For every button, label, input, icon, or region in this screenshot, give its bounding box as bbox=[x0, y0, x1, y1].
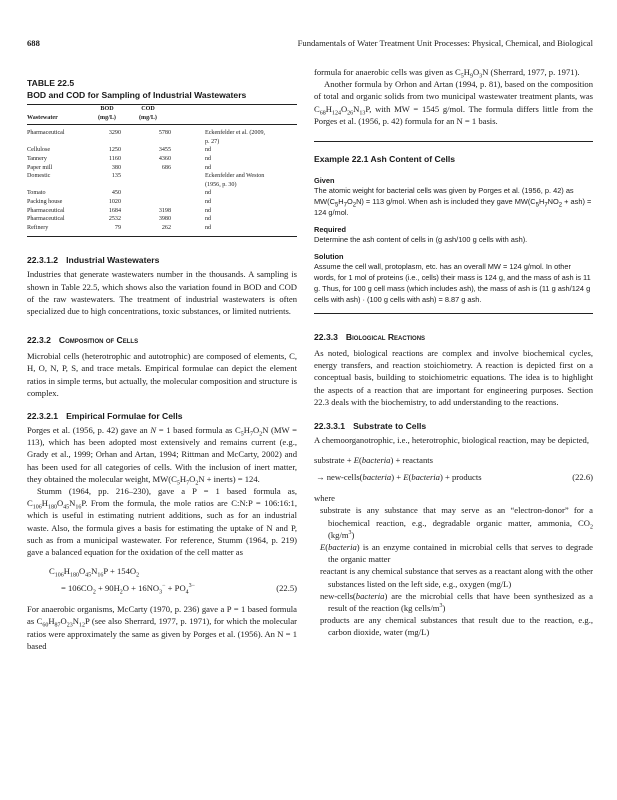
running-title: Fundamentals of Water Treatment Unit Processes: Physical, Chemical, and Biological bbox=[297, 38, 593, 48]
paragraph-anaerobic-formula: formula for anaerobic cells was given as $C_5H_9O_3N$ (Sherrard, 1977, p. 1971). bbox=[314, 67, 580, 80]
example-solution-heading: Solution bbox=[314, 252, 344, 262]
reaction-22-6-line1: substrate + E(bacteria) + reactants bbox=[314, 455, 434, 466]
cod-header: COD bbox=[141, 106, 155, 112]
paragraph-substrate-to-cells: A chemoorganotrophic, i.e., heterotrophic, biological reaction, may be depicted, bbox=[314, 435, 589, 446]
bod-header: BOD bbox=[100, 106, 114, 112]
definition-list bbox=[314, 504, 593, 638]
example-required-heading: Required bbox=[314, 225, 347, 235]
example-required-text: Determine the ash content of cells in (g ash/100 g cells with ash). bbox=[314, 235, 528, 245]
equation-number: (22.5) bbox=[276, 583, 297, 594]
paragraph-orhon-artan: Another formula by Orhon and Artan (1994, p. 81), based on the composition of total and organic solids from two municipal wastewater treatment plants, was $C_{68}H_{124}O_{26}N_{13}P$, with MW = 1545 g/mol. The formula differs little from the Porges et al. (1956, p. 42) formula for an N = 1 basis. bbox=[314, 79, 593, 126]
paragraph-stumm-formula: Stumm (1964, pp. 216–230), gave a P = 1 based formula as, $C_{106}H_{180}O_{45}N_{16}P$. From the formula, the mole ratios are C:N:P = 106:16:1, which is useful in estimating nutrient additions, such as for an industrial waste. Also, the formula gives a basis for estimating the uptake of N and P, such as from a municipal wastewater. For reference, Stumm (1964, p. 219) gave a balanced equation for the oxidation of the cell matter as bbox=[27, 485, 297, 557]
definition-substrate: substrate is any substance that may serve as an “electron-donor” for a biochemical reaction, e.g., degradable organic matter, ammonia, $CO_2$ $(kg/m^3)$ bbox=[320, 505, 593, 540]
table-row: Pharmaceutical 2532 3980 nd bbox=[27, 216, 212, 223]
where-label: where bbox=[314, 493, 335, 504]
heading-22321: 22.3.2.1 Empirical Formulae for Cells bbox=[27, 410, 183, 421]
table-row: Tannery 1160 4360 nd bbox=[27, 155, 212, 162]
definition-reactant: reactant is any chemical substance that serves as a reactant along with the other substances listed on the left side, e.g., oxygen (mg/L) bbox=[320, 566, 593, 589]
table-row: Paper mill 380 686 nd bbox=[27, 164, 212, 171]
example-given-text: The atomic weight for bacterial cells was given by Porges et al. (1956, p. 42) as $MW(C_5H_7O_2N) = 113$ g/mol. When ash is included they gave $MW(C_5H_7NO_2 + ash) = 124$ g/mol. bbox=[314, 186, 592, 218]
table-row: Pharmaceutical 1684 3198 nd bbox=[27, 207, 212, 214]
table-title: BOD and COD for Sampling of Industrial Wastewaters bbox=[27, 90, 247, 100]
wastewater-header: Wastewater bbox=[27, 114, 93, 125]
paragraph-mccarty-formula: For anaerobic organisms, McCarty (1970, p. 236) gave a P = 1 based formula as $C_{60}H_{87}O_{23}N_{12}P$ (see also Sherrard, 1977, p. 1971), for which the molecular ratios were approximately the same as given by Porges et al. (1956). An N = 1 based bbox=[27, 604, 297, 651]
table-row: Packing house 1020 nd bbox=[27, 198, 212, 205]
heading-2233: 22.3.3 Biological Reactions bbox=[314, 332, 426, 343]
equation-22-5-line1: $C_{106}H_{180}O_{45}N_{16}P + 154O_2$ bbox=[49, 566, 140, 579]
paragraph-industrial-wastewaters: Industries that generate wastewaters number in the thousands. A sampling is shown in Table 22.5, which shows also the variation found in BOD and COD of the raw wastewaters. The treatment of industrial wastewaters is often specialized due to high concentrations, toxic substances, or limited nutrients. bbox=[27, 269, 297, 316]
example-title: Example 22.1 Ash Content of Cells bbox=[314, 154, 456, 165]
cod-unit-header: (mg/L) bbox=[121, 114, 175, 125]
table-row: Cellulose 1250 3455 nd bbox=[27, 147, 212, 154]
running-header bbox=[27, 38, 593, 52]
example-top-rule bbox=[314, 141, 593, 142]
equation-22-5-line2: = $106CO_2 + 90H_2O + 16NO_3^- + PO_4^{3-}$ (22.5) bbox=[61, 583, 297, 596]
example-given-heading: Given bbox=[314, 176, 335, 186]
page-number: 688 bbox=[27, 38, 40, 48]
example-solution-text: Assume the cell wall, protoplasm, etc. has an overall MW = 124 g/mol. In other words, for 1 mol of proteins (i.e., cells) their mass is 124 g, and the mass of ash is 11 g. Thus, for 100 g cell mass (which includes ash), the mass of ash is (11 g ash/124 g cells with ash) · (100 g cells with ash) = 8.87 g ash. bbox=[314, 262, 591, 305]
definition-products: products are any chemical substances that result due to the reaction, e.g., carbon dioxide, water (mg/L) bbox=[320, 615, 593, 638]
heading-22312: 22.3.1.2 Industrial Wastewaters bbox=[27, 255, 160, 266]
table-bottom-rule bbox=[27, 236, 297, 237]
example-bottom-rule bbox=[314, 313, 593, 314]
right-column bbox=[314, 66, 593, 639]
bod-unit-header: (mg/L) bbox=[93, 114, 121, 125]
definition-enzyme: E(bacteria) is an enzyme contained in microbial cells that serves to degrade the organic matter bbox=[320, 542, 593, 565]
bod-cod-table bbox=[27, 105, 297, 236]
table-label: TABLE 22.5 bbox=[27, 78, 75, 88]
paragraph-porges-formula: Porges et al. (1956, p. 42) gave an N = 1 based formula as $C_5H_7O_2N$ (MW = 113), which has been adopted most extensively and remains current (e.g., Grady et al., 1999; Orhan and Artan, 1994; Rittman and McCarty, 2002) and has been used for all categories of cells. With the inclusion of inert matter, they obtained the molecular weight, $MW(C_5H_7O_2N$ + inerts) = 124. bbox=[27, 424, 297, 487]
table-row: Refinery 79 262 nd bbox=[27, 224, 212, 231]
definition-new-cells: new-cells(bacteria) are the microbial cells that have been synthesized as a result of the reaction (kg cells/$m^3$) bbox=[320, 590, 593, 614]
reaction-number: (22.6) bbox=[572, 472, 593, 483]
table-row: Tomato 450 nd bbox=[27, 190, 212, 197]
heading-2232: 22.3.2 Composition of Cells bbox=[27, 335, 139, 346]
paragraph-biological-reactions: As noted, biological reactions are complex and involve biochemical cycles, energy transfers, and reaction stoichiometry. A reaction is depicted first on a conceptual basis, building to stoichiometric equations. The idea is to highlight the aspects of a reaction that are important for engineering purposes. Section 22.3 deals with the biochemistry, to add understanding to the reactions. bbox=[314, 348, 593, 407]
reaction-22-6-line2: → new-cells(bacteria) + E(bacteria) + products (22.6) bbox=[316, 472, 593, 483]
table-row: Domestic 135 Eckenfelder and Weston (1956, p. 30) bbox=[27, 173, 265, 188]
left-column bbox=[27, 66, 297, 652]
table-row: Pharmaceutical 3290 5780 Eckenfelder et al. (2009, p. 27) bbox=[27, 130, 266, 145]
heading-22331: 22.3.3.1 Substrate to Cells bbox=[314, 421, 427, 432]
paragraph-composition-of-cells: Microbial cells (heterotrophic and autotrophic) are composed of elements, C, H, O, N, P, S, and trace metals. Empirical formulae can depict the element ratios in simple terms, but actually, the molecular composition and structure is complex. bbox=[27, 351, 297, 398]
